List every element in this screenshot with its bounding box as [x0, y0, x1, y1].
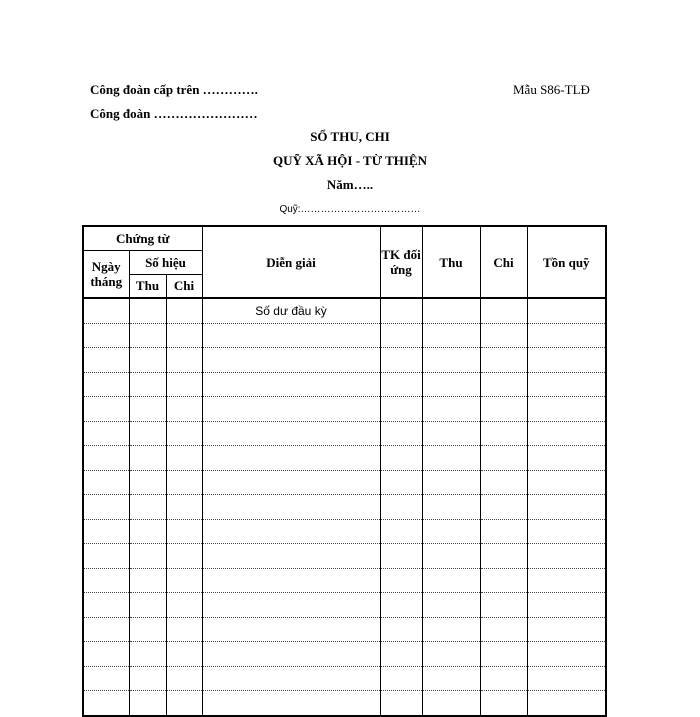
balance-cell — [527, 691, 606, 716]
voucher-in-cell — [129, 372, 166, 397]
date-cell — [83, 666, 129, 691]
account-cell — [380, 323, 422, 348]
account-cell — [380, 446, 422, 471]
payments-cell — [480, 568, 527, 593]
table-row — [83, 348, 606, 373]
balance-cell — [527, 446, 606, 471]
document-title: SỔ THU, CHI — [310, 129, 390, 144]
table-row — [83, 421, 606, 446]
account-cell — [380, 617, 422, 642]
table-row — [83, 642, 606, 667]
receipts-cell — [422, 372, 480, 397]
receipts-cell — [422, 421, 480, 446]
receipts-header: Thu — [422, 226, 480, 298]
receipts-cell — [422, 593, 480, 618]
account-cell — [380, 495, 422, 520]
account-cell — [380, 568, 422, 593]
table-row — [83, 617, 606, 642]
date-cell — [83, 544, 129, 569]
date-cell — [83, 348, 129, 373]
payments-cell — [480, 495, 527, 520]
voucher-out-cell — [166, 691, 202, 716]
voucher-in-cell — [129, 323, 166, 348]
voucher-in-cell — [129, 642, 166, 667]
balance-cell — [527, 568, 606, 593]
upper-union-label: Công đoàn cấp trên …………. — [90, 82, 258, 97]
description-header: Diễn giải — [202, 226, 380, 298]
description-cell — [202, 593, 380, 618]
payments-header: Chi — [480, 226, 527, 298]
account-header: TK đối ứng — [380, 226, 422, 298]
receipts-cell — [422, 642, 480, 667]
payments-cell — [480, 544, 527, 569]
table-row — [83, 372, 606, 397]
balance-header: Tồn quỹ — [527, 226, 606, 298]
table-row — [83, 568, 606, 593]
balance-cell — [527, 372, 606, 397]
voucher-in-cell — [129, 691, 166, 716]
description-cell — [202, 421, 380, 446]
description-cell — [202, 568, 380, 593]
voucher-in-cell — [129, 544, 166, 569]
voucher-out-cell — [166, 348, 202, 373]
voucher-out-cell — [166, 568, 202, 593]
year-line: Năm….. — [326, 177, 374, 192]
balance-cell — [527, 593, 606, 618]
receipts-cell — [422, 495, 480, 520]
voucher-in-cell — [129, 446, 166, 471]
receipts-cell — [422, 298, 480, 323]
table-row — [83, 470, 606, 495]
table-row — [83, 519, 606, 544]
payments-cell — [480, 666, 527, 691]
voucher-header: Chứng từ — [83, 226, 202, 250]
date-cell — [83, 421, 129, 446]
balance-cell — [527, 323, 606, 348]
balance-cell — [527, 397, 606, 422]
description-cell — [202, 495, 380, 520]
voucher-out-cell — [166, 446, 202, 471]
number-out-header: Chi — [166, 274, 202, 298]
voucher-in-cell — [129, 397, 166, 422]
receipts-cell — [422, 348, 480, 373]
account-cell — [380, 397, 422, 422]
receipts-cell — [422, 691, 480, 716]
voucher-in-cell — [129, 495, 166, 520]
receipts-cell — [422, 544, 480, 569]
receipts-cell — [422, 470, 480, 495]
payments-cell — [480, 372, 527, 397]
payments-cell — [480, 446, 527, 471]
voucher-in-cell — [129, 593, 166, 618]
description-cell — [202, 642, 380, 667]
balance-cell — [527, 666, 606, 691]
date-cell — [83, 617, 129, 642]
voucher-in-cell — [129, 470, 166, 495]
date-cell — [83, 519, 129, 544]
date-cell — [83, 495, 129, 520]
account-cell — [380, 470, 422, 495]
quarter-line: Quỹ:……………………………… — [279, 204, 421, 215]
form-code: Mẫu S86-TLĐ — [513, 82, 590, 97]
description-cell — [202, 397, 380, 422]
balance-cell — [527, 495, 606, 520]
description-cell — [202, 617, 380, 642]
voucher-out-cell — [166, 298, 202, 323]
date-cell — [83, 446, 129, 471]
voucher-out-cell — [166, 666, 202, 691]
payments-cell — [480, 298, 527, 323]
account-cell — [380, 421, 422, 446]
table-row — [83, 544, 606, 569]
voucher-out-cell — [166, 495, 202, 520]
date-cell — [83, 323, 129, 348]
account-cell — [380, 691, 422, 716]
voucher-in-cell — [129, 421, 166, 446]
account-cell — [380, 666, 422, 691]
balance-cell — [527, 617, 606, 642]
receipts-cell — [422, 446, 480, 471]
voucher-out-cell — [166, 544, 202, 569]
date-cell — [83, 691, 129, 716]
account-cell — [380, 544, 422, 569]
description-cell — [202, 323, 380, 348]
voucher-out-cell — [166, 421, 202, 446]
number-in-header: Thu — [129, 274, 166, 298]
receipts-cell — [422, 323, 480, 348]
table-row — [83, 593, 606, 618]
account-cell — [380, 593, 422, 618]
voucher-in-cell — [129, 298, 166, 323]
description-cell — [202, 519, 380, 544]
receipts-cell — [422, 666, 480, 691]
receipts-cell — [422, 617, 480, 642]
voucher-out-cell — [166, 323, 202, 348]
voucher-out-cell — [166, 372, 202, 397]
account-cell — [380, 519, 422, 544]
voucher-out-cell — [166, 617, 202, 642]
payments-cell — [480, 421, 527, 446]
date-cell — [83, 298, 129, 323]
payments-cell — [480, 323, 527, 348]
voucher-out-cell — [166, 642, 202, 667]
account-cell — [380, 642, 422, 667]
receipts-cell — [422, 519, 480, 544]
balance-cell — [527, 470, 606, 495]
balance-cell — [527, 348, 606, 373]
account-cell — [380, 298, 422, 323]
voucher-in-cell — [129, 666, 166, 691]
number-header: Số hiệu — [129, 250, 202, 274]
table-row — [83, 691, 606, 716]
voucher-out-cell — [166, 470, 202, 495]
description-cell — [202, 544, 380, 569]
payments-cell — [480, 691, 527, 716]
date-cell — [83, 593, 129, 618]
date-cell — [83, 397, 129, 422]
date-cell — [83, 568, 129, 593]
document-subtitle: QUỸ XÃ HỘI - TỪ THIỆN — [273, 153, 427, 168]
voucher-out-cell — [166, 593, 202, 618]
voucher-in-cell — [129, 348, 166, 373]
table-row — [83, 397, 606, 422]
ledger-body — [83, 298, 606, 716]
voucher-in-cell — [129, 617, 166, 642]
payments-cell — [480, 519, 527, 544]
description-cell — [202, 470, 380, 495]
table-row — [83, 446, 606, 471]
balance-cell — [527, 421, 606, 446]
payments-cell — [480, 470, 527, 495]
voucher-in-cell — [129, 568, 166, 593]
balance-cell — [527, 642, 606, 667]
voucher-out-cell — [166, 397, 202, 422]
date-header: Ngày tháng — [83, 250, 129, 298]
description-cell: Số dư đầu kỳ — [202, 298, 380, 323]
date-cell — [83, 470, 129, 495]
table-row — [83, 666, 606, 691]
date-cell — [83, 642, 129, 667]
balance-cell — [527, 544, 606, 569]
date-cell — [83, 372, 129, 397]
description-cell — [202, 446, 380, 471]
description-cell — [202, 666, 380, 691]
balance-cell — [527, 298, 606, 323]
voucher-in-cell — [129, 519, 166, 544]
receipts-cell — [422, 397, 480, 422]
description-cell — [202, 348, 380, 373]
table-row — [83, 495, 606, 520]
payments-cell — [480, 593, 527, 618]
payments-cell — [480, 348, 527, 373]
payments-cell — [480, 397, 527, 422]
payments-cell — [480, 642, 527, 667]
payments-cell — [480, 617, 527, 642]
account-cell — [380, 372, 422, 397]
balance-cell — [527, 519, 606, 544]
description-cell — [202, 691, 380, 716]
voucher-out-cell — [166, 519, 202, 544]
description-cell — [202, 372, 380, 397]
receipts-cell — [422, 568, 480, 593]
ledger-table — [82, 225, 607, 717]
table-row — [83, 323, 606, 348]
account-cell — [380, 348, 422, 373]
union-label: Công đoàn …………………… — [90, 106, 258, 121]
table-row — [83, 298, 606, 323]
